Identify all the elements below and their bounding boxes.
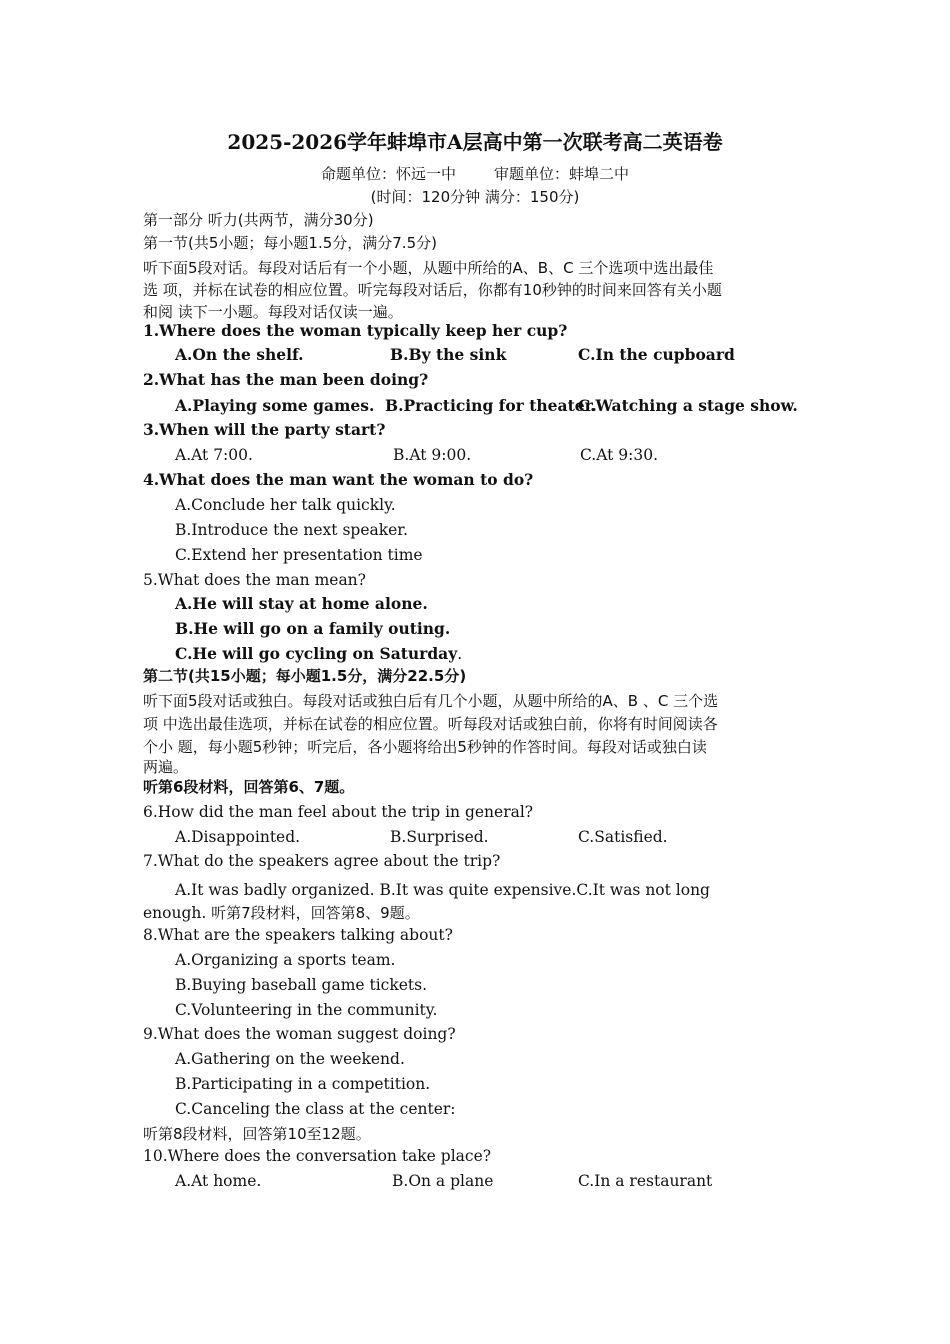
q5-option-c-text: C.He will go cycling on Saturday xyxy=(175,644,458,663)
question-7: 7.What do the speakers agree about the trip? xyxy=(143,852,501,870)
q7-options-continued xyxy=(143,903,420,923)
q9-option-a: A.Gathering on the weekend. xyxy=(175,1050,405,1068)
material-6-heading: 听第6段材料，回答第6、7题。 xyxy=(143,778,355,796)
q7-options: A.It was badly organized. B.It was quite expensive.C.It was not long xyxy=(175,881,710,899)
material-7-heading: 听第7段材料，回答第8、9题。 xyxy=(206,904,420,922)
question-5: 5.What does the man mean? xyxy=(143,571,366,589)
exam-time-info: (时间：120分钟 满分：150分) xyxy=(370,188,580,206)
q5-option-c xyxy=(175,644,462,664)
q6-option-c: C.Satisfied. xyxy=(578,828,668,846)
section2-heading: 第二节(共15小题；每小题1.5分，满分22.5分) xyxy=(143,667,467,685)
q7-option-c-end: enough. xyxy=(143,904,207,922)
question-8: 8.What are the speakers talking about? xyxy=(143,926,453,944)
q10-option-b: B.On a plane xyxy=(392,1172,494,1190)
q3-option-b: B.At 9:00. xyxy=(393,446,472,464)
q6-option-b: B.Surprised. xyxy=(390,828,489,846)
q10-option-c: C.In a restaurant xyxy=(578,1172,713,1190)
q2-option-a: A.Playing some games. xyxy=(175,396,375,415)
q1-option-b: B.By the sink xyxy=(390,345,507,364)
part1-heading: 第一部分 听力(共两节，满分30分) xyxy=(143,211,374,229)
q4-option-c: C.Extend her presentation time xyxy=(175,546,423,564)
q3-option-a: A.At 7:00. xyxy=(175,446,253,464)
q6-option-a: A.Disappointed. xyxy=(175,828,301,846)
question-10: 10.Where does the conversation take place? xyxy=(143,1147,492,1165)
section1-instruction-line: 和阅 读下一小题。每段对话仅读一遍。 xyxy=(143,303,403,321)
q4-option-b: B.Introduce the next speaker. xyxy=(175,521,408,539)
q8-option-b: B.Buying baseball game tickets. xyxy=(175,976,428,994)
exam-title: 2025-2026学年蚌埠市A层高中第一次联考高二英语卷 xyxy=(227,130,723,154)
section2-instruction-line: 项 中选出最佳选项，并标在试卷的相应位置。听每段对话或独白前，你将有时间阅读各 xyxy=(143,715,718,733)
q2-option-b: B.Practicing for theater. xyxy=(385,396,597,415)
question-1: 1.Where does the woman typically keep her cup? xyxy=(143,321,568,340)
section2-instruction-line: 个小 题，每小题5秒钟；听完后，各小题将给出5秒钟的作答时间。每段对话或独白读 xyxy=(143,738,707,756)
question-6: 6.How did the man feel about the trip in general? xyxy=(143,803,534,821)
section1-instruction-line: 听下面5段对话。每段对话后有一个小题，从题中所给的A、B、C 三个选项中选出最佳 xyxy=(143,259,714,277)
question-2: 2.What has the man been doing? xyxy=(143,370,429,389)
q1-option-a: A.On the shelf. xyxy=(175,345,304,364)
q2-option-c: C.Watching a stage show. xyxy=(578,396,798,415)
reviewer-unit: 审题单位：蚌埠二中 xyxy=(494,165,630,183)
question-3: 3.When will the party start? xyxy=(143,420,386,439)
q4-option-a: A.Conclude her talk quickly. xyxy=(175,496,396,514)
q9-option-c: C.Canceling the class at the center: xyxy=(175,1100,456,1118)
exam-units xyxy=(0,164,950,184)
question-9: 9.What does the woman suggest doing? xyxy=(143,1025,456,1043)
section1-instruction-line: 选 项，并标在试卷的相应位置。听完每段对话后，你都有10秒钟的时间来回答有关小题 xyxy=(143,281,722,299)
q5-option-b: B.He will go on a family outing. xyxy=(175,619,451,638)
section2-instruction-line: 听下面5段对话或独白。每段对话或独白后有几个小题，从题中所给的A、B 、C 三个选 xyxy=(143,692,719,710)
material-8-heading: 听第8段材料，回答第10至12题。 xyxy=(143,1125,371,1143)
q1-option-c: C.In the cupboard xyxy=(578,345,735,364)
q8-option-c: C.Volunteering in the community. xyxy=(175,1001,438,1019)
section2-instruction-line: 两遍。 xyxy=(143,758,189,776)
q5-option-c-period: . xyxy=(457,645,463,663)
proposer-unit: 命题单位：怀远一中 xyxy=(320,165,456,183)
q9-option-b: B.Participating in a competition. xyxy=(175,1075,431,1093)
q10-option-a: A.At home. xyxy=(175,1172,262,1190)
q5-option-a: A.He will stay at home alone. xyxy=(175,594,428,613)
q3-option-c: C.At 9:30. xyxy=(580,446,659,464)
section1-heading: 第一节(共5小题；每小题1.5分，满分7.5分) xyxy=(143,234,437,252)
q8-option-a: A.Organizing a sports team. xyxy=(175,951,396,969)
question-4: 4.What does the man want the woman to do? xyxy=(143,470,534,489)
